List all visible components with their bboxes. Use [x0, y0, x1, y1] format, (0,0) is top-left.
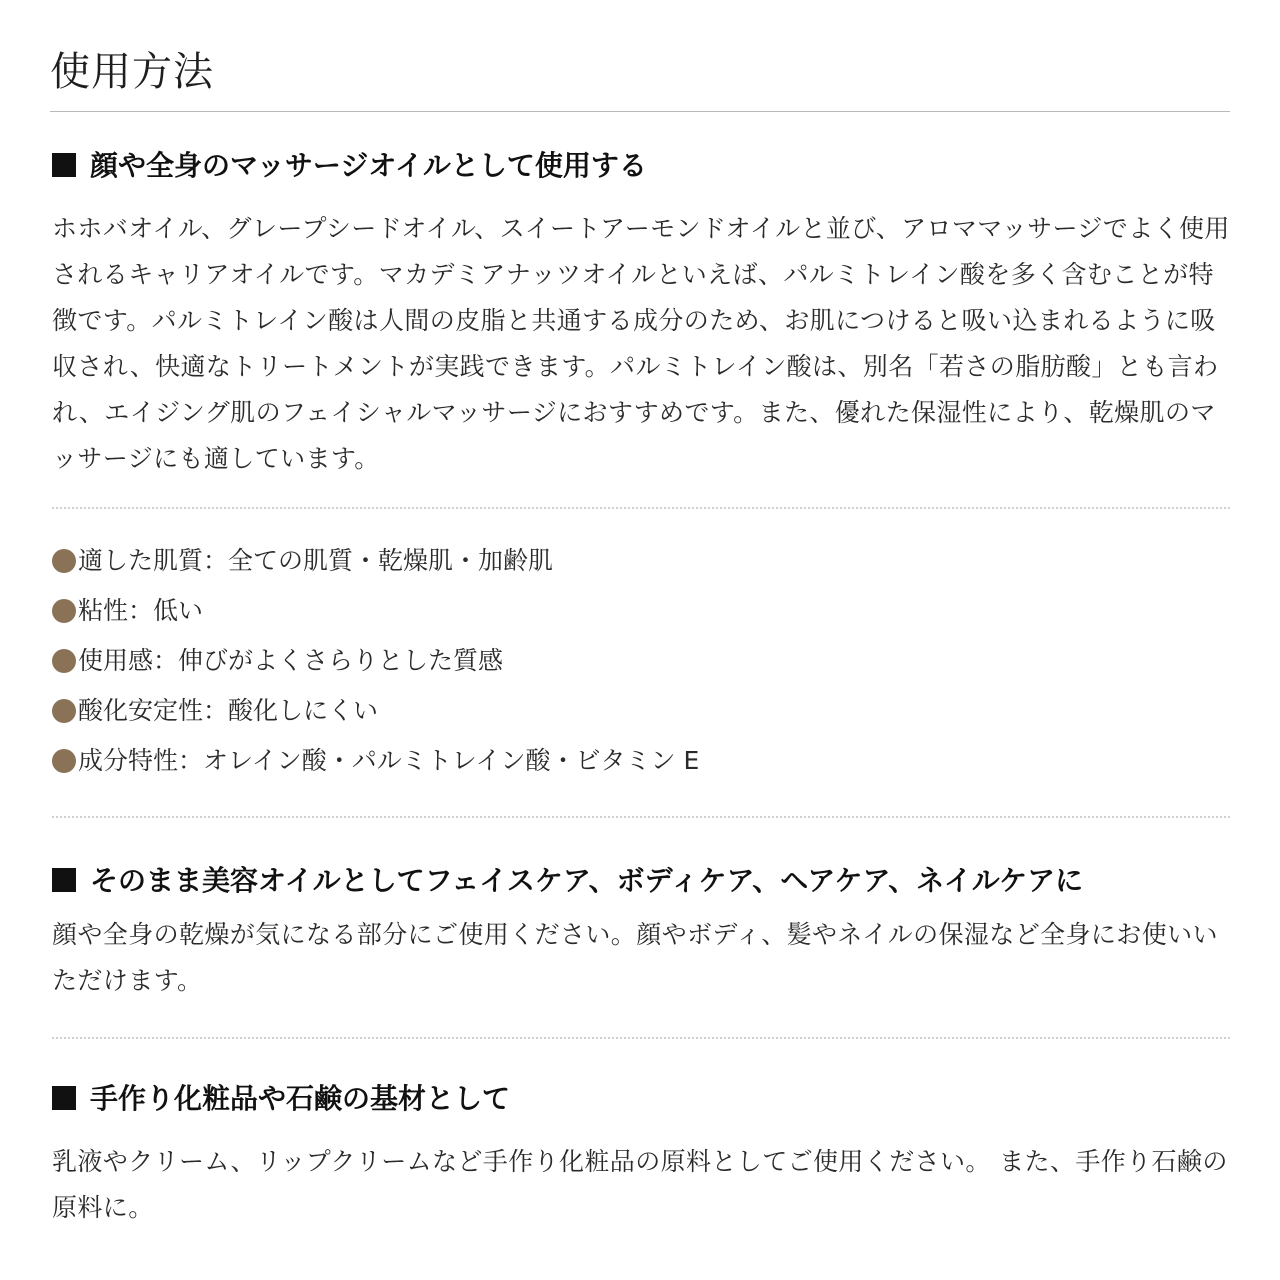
property-separator: ：	[203, 696, 229, 725]
property-separator: ：	[203, 546, 229, 575]
bullet-icon	[52, 749, 76, 773]
property-list	[52, 536, 699, 786]
bullet-icon	[52, 599, 76, 623]
property-separator: ：	[178, 746, 204, 775]
bullet-icon	[52, 699, 76, 723]
property-label: 適した肌質	[78, 546, 204, 575]
property-separator: ：	[128, 596, 154, 625]
property-item-feel	[52, 636, 699, 686]
property-item-components	[52, 736, 699, 786]
bullet-icon	[52, 649, 76, 673]
section-heading-beauty-oil	[52, 861, 1083, 901]
dotted-divider	[52, 816, 1230, 818]
property-label: 粘性	[78, 596, 129, 625]
property-value: 酸化しにくい	[228, 696, 379, 725]
square-marker-icon	[52, 1086, 76, 1110]
title-divider	[50, 111, 1230, 112]
property-value: 低い	[153, 596, 204, 625]
section-heading-text: 顔や全身のマッサージオイルとして使用する	[90, 149, 647, 182]
property-label: 酸化安定性	[78, 696, 204, 725]
property-item-skin-type	[52, 536, 699, 586]
section-body-massage: ホホバオイル、グレープシードオイル、スイートアーモンドオイルと並び、アロママッサージでよく使用されるキャリアオイルです。マカデミアナッツオイルといえば、パルミトレイン酸を多く含むことが特徴です。パルミトレイン酸は人間の皮脂と共通する成分のため、お肌につけると吸い込まれるように吸収され、快適なトリートメントが実践できます。パルミトレイン酸は、別名「若さの脂肪酸」とも言われ、エイジング肌のフェイシャルマッサージにおすすめです。また、優れた保湿性により、乾燥肌のマッサージにも適しています。	[52, 214, 1230, 473]
section-heading-text: そのまま美容オイルとしてフェイスケア、ボディケア、ヘアケア、ネイルケアに	[90, 864, 1084, 897]
dotted-divider	[52, 1037, 1230, 1039]
property-value: オレイン酸・パルミトレイン酸・ビタミン E	[203, 746, 700, 775]
section-heading-handmade	[52, 1079, 510, 1119]
property-item-oxidation	[52, 686, 699, 736]
property-label: 使用感	[78, 646, 154, 675]
section-body-handmade: 乳液やクリーム、リップクリームなど手作り化粧品の原料としてご使用ください。 また、手作り石鹸の原料に。	[52, 1147, 1228, 1222]
property-separator: ：	[153, 646, 179, 675]
section-heading-massage	[52, 146, 647, 186]
property-value: 伸びがよくさらりとした質感	[178, 646, 504, 675]
square-marker-icon	[52, 153, 76, 177]
page-title: 使用方法	[50, 49, 214, 95]
section-heading-text: 手作り化粧品や石鹸の基材として	[90, 1082, 511, 1115]
property-value: 全ての肌質・乾燥肌・加齢肌	[228, 546, 554, 575]
bullet-icon	[52, 549, 76, 573]
property-item-viscosity	[52, 586, 699, 636]
dotted-divider	[52, 507, 1230, 509]
property-label: 成分特性	[78, 746, 179, 775]
section-body-beauty-oil: 顔や全身の乾燥が気になる部分にご使用ください。顔やボディ、髪やネイルの保湿など全身にお使いいただけます。	[52, 920, 1218, 995]
square-marker-icon	[52, 868, 76, 892]
